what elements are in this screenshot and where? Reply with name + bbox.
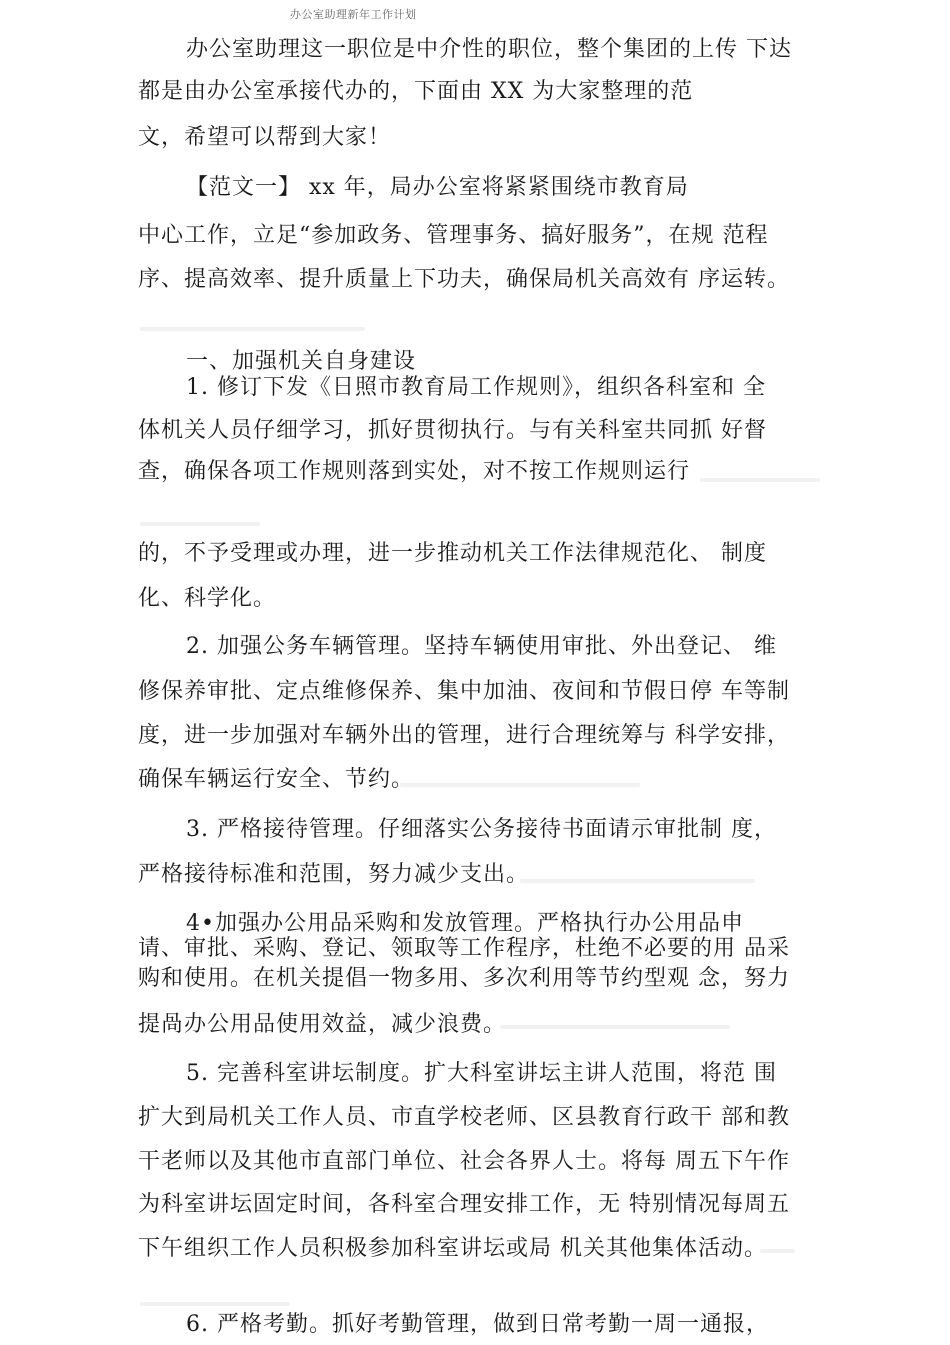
paragraph-line: 度，进一步加强对车辆外出的管理，进行合理统筹与 科学安排， — [138, 723, 790, 748]
scan-artifact — [140, 522, 260, 526]
paragraph-line: 下午组织工作人员积极参加科室讲坛或局 机关其他集体活动。 — [138, 1236, 767, 1261]
paragraph-line: 购和使用。在机关提倡一物多用、多次利用等节约型观 念，努力 — [138, 966, 790, 991]
scan-artifact — [520, 879, 755, 883]
paragraph-line: 文，希望可以帮到大家！ — [138, 125, 392, 150]
scan-artifact — [140, 327, 365, 331]
paragraph-line: 扩大到局机关工作人员、市直学校老师、区县教育行政干 部和教 — [138, 1105, 790, 1130]
paragraph-line: 干老师以及其他市直部门单位、社会各界人士。将每 周五下午作 — [138, 1149, 790, 1174]
paragraph-line: 中心工作，立足“参加政务、管理事务、搞好服务”，在规 范程 — [138, 223, 769, 248]
scan-artifact — [700, 478, 820, 482]
paragraph-line: 严格接待标准和范围，努力减少支出。 — [138, 862, 530, 887]
paragraph-line: 修保养审批、定点维修保养、集中加油、夜间和节假日停 车等制 — [138, 679, 790, 704]
paragraph-line: 2. 加强公务车辆管理。坚持车辆使用审批、外出登记、 维 — [186, 634, 777, 659]
paragraph-line: 5. 完善科室讲坛制度。扩大科室讲坛主讲人范围，将范 围 — [186, 1061, 777, 1086]
paragraph-line: 化、科学化。 — [138, 586, 277, 611]
paragraph-line: 为科室讲坛固定时间，各科室合理安排工作，无 特别情况每周五 — [138, 1192, 790, 1217]
paragraph-line: 请、审批、采购、登记、领取等工作程序，杜绝不必要的用 品采 — [138, 936, 790, 961]
paragraph-line: 6. 严格考勤。抓好考勤管理，做到日常考勤一周一通报， — [186, 1312, 769, 1337]
scan-artifact — [140, 1302, 290, 1306]
paragraph-line: 【范文一】 xx 年，局办公室将紧紧围绕市教育局 — [186, 175, 689, 200]
page-header: 办公室助理新年工作计划 — [290, 8, 417, 21]
paragraph-line: 都是由办公室承接代办的，下面由 XX 为大家整理的范 — [138, 79, 694, 104]
paragraph-line: 4•加强办公用品采购和发放管理。严格执行办公用品申 — [186, 911, 744, 936]
paragraph-line: 提咼办公用品使用效益，减少浪费。 — [138, 1012, 507, 1037]
scan-artifact — [500, 1025, 730, 1029]
paragraph-line: 序、提高效率、提升质量上下功夫，确保局机关高效有 序运转。 — [138, 267, 790, 292]
paragraph-line: 1. 修订下发《日照市教育局工作规则》，组织各科室和 全 — [186, 375, 766, 400]
scan-artifact — [400, 783, 640, 787]
paragraph-line: 的，不予受理或办理，进一步推动机关工作法律规范化、 制度 — [138, 541, 767, 566]
section-heading: 一、加强机关自身建设 — [186, 349, 417, 374]
paragraph-line: 办公室助理这一职位是中介性的职位，整个集团的上传 下达 — [186, 37, 792, 62]
paragraph-line: 查，确保各项工作规则落到实处，对不按工作规则运行 — [138, 459, 691, 484]
paragraph-line: 体机关人员仔细学习，抓好贯彻执行。与有关科室共同抓 好督 — [138, 418, 767, 443]
paragraph-line: 3. 严格接待管理。仔细落实公务接待书面请示审批制 度， — [186, 817, 777, 842]
paragraph-line: 确保车辆运行安全、节约。 — [138, 767, 415, 792]
